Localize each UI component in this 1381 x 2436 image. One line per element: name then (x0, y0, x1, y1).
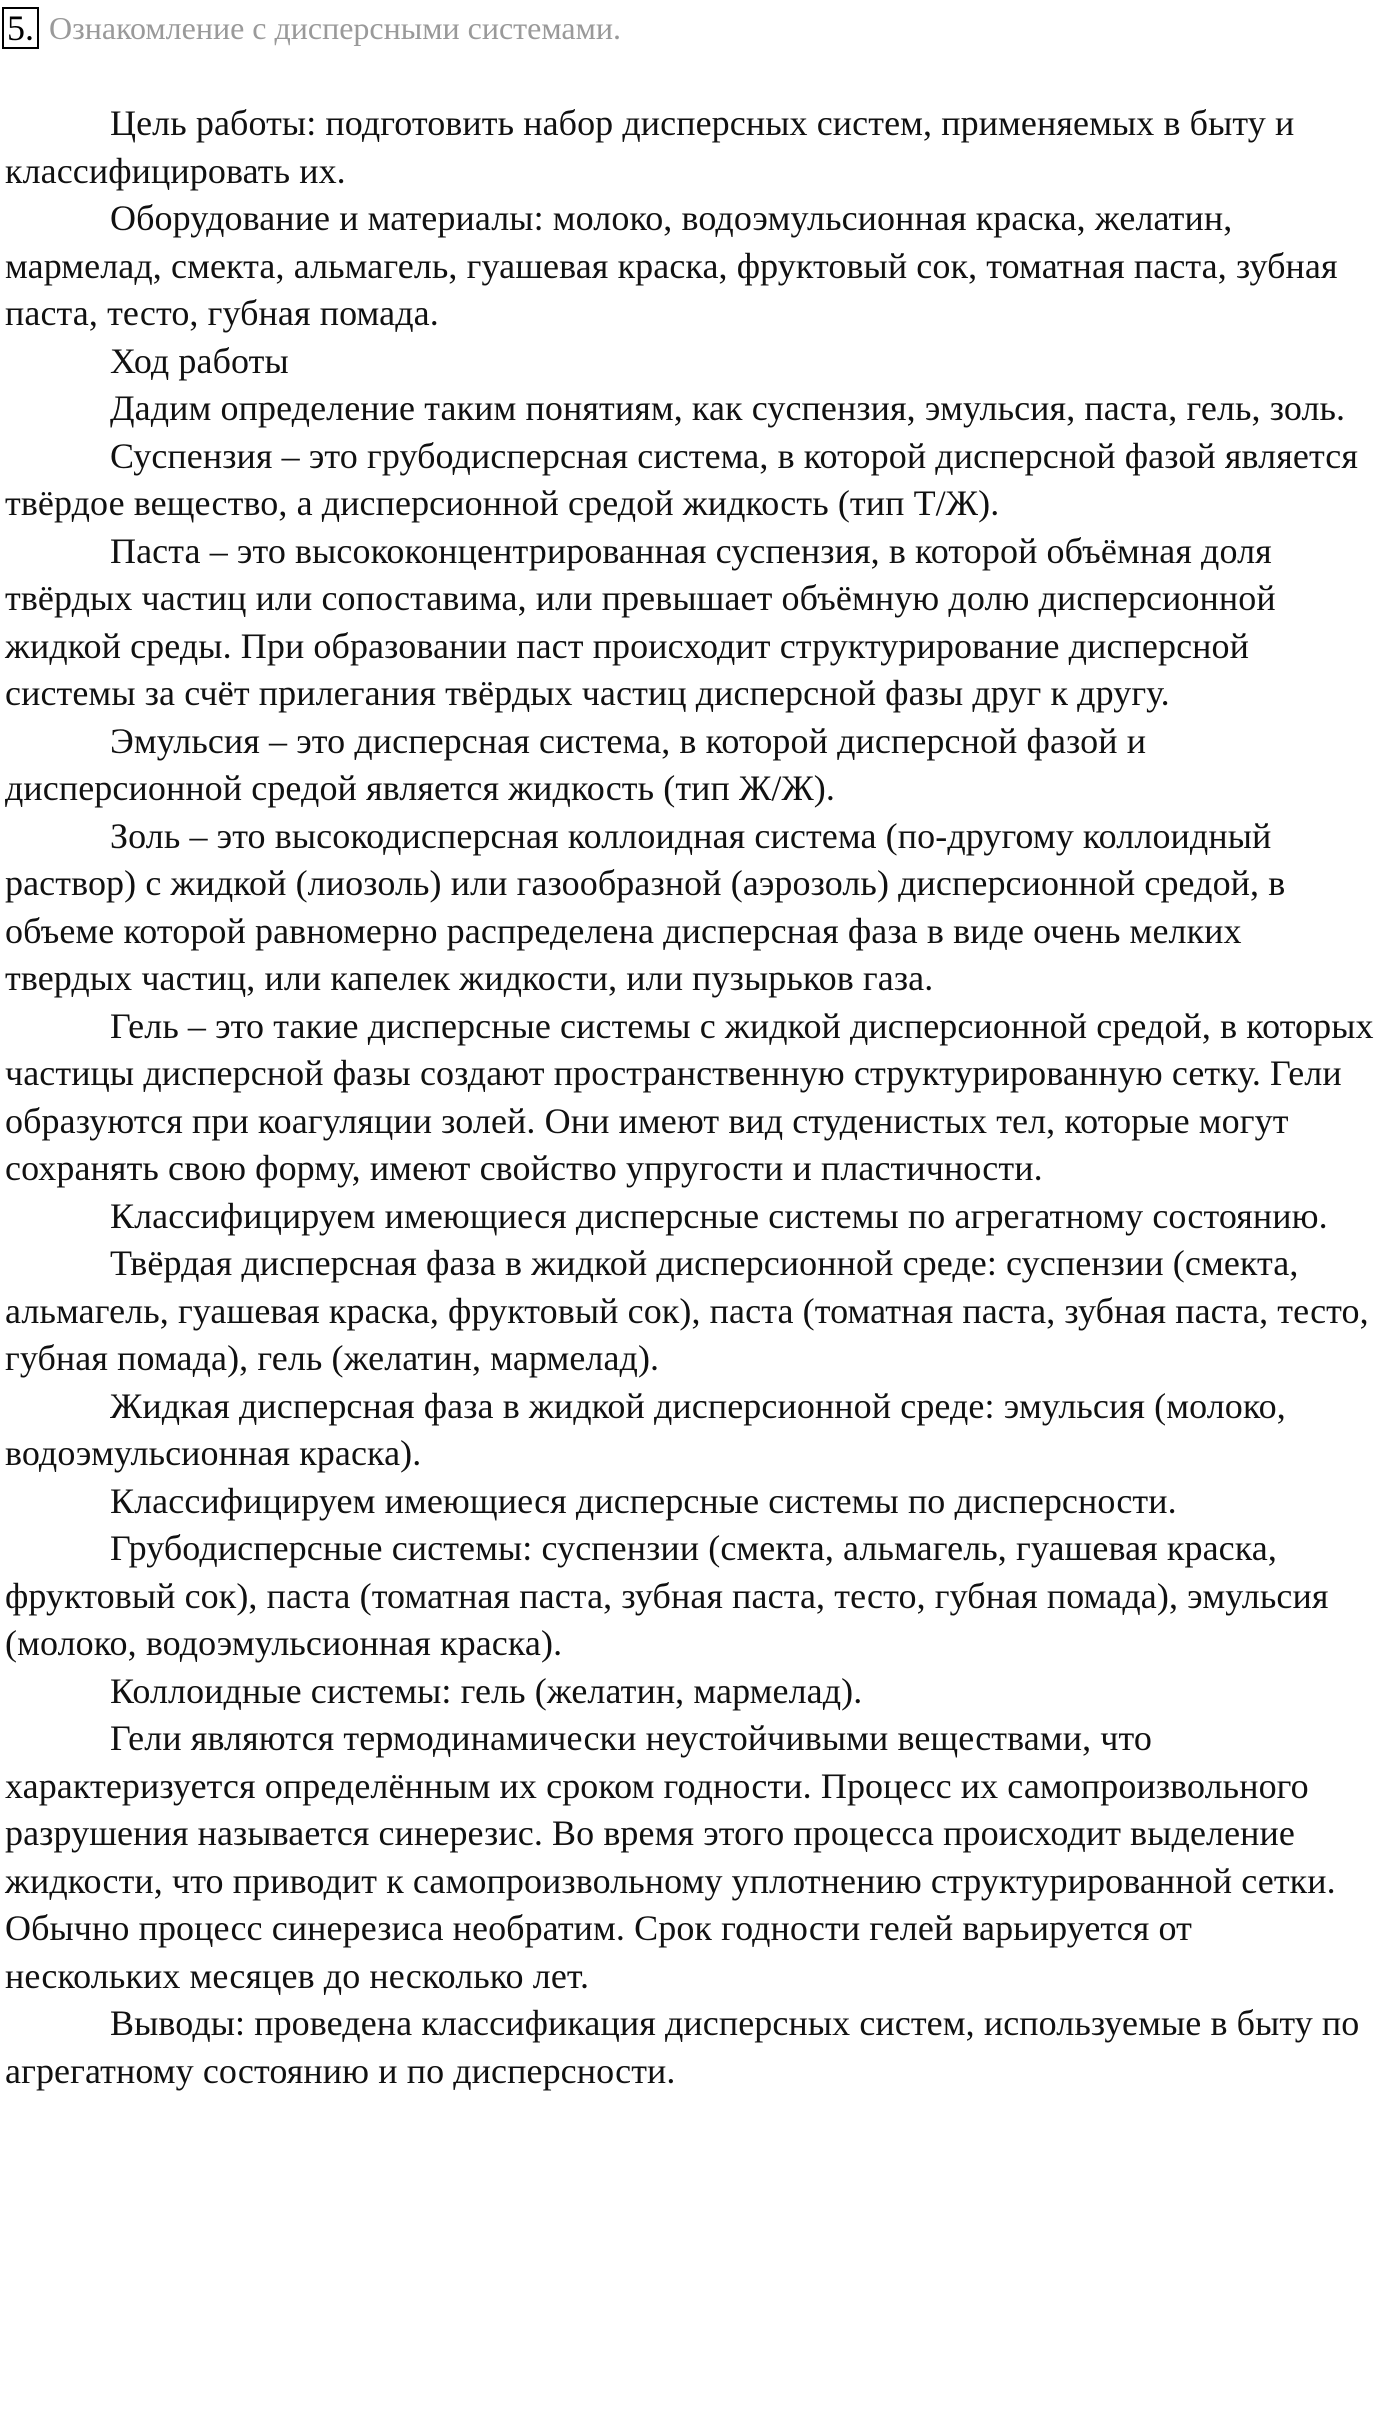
paragraph-solid-phase: Твёрдая дисперсная фаза в жидкой дисперсионной среде: суспензии (смекта, альмагель, гуашевая краска, фруктовый сок), паста (томатная паста, зубная паста, тесто, губная помада), гель (желатин, мармелад). (5, 1243, 1369, 1378)
paragraph-syneresis: Гели являются термодинамически неустойчивыми веществами, что характеризуется определённым их сроком годности. Процесс их самопроизвольного разрушения называется синерезис. Во время этого процесса происходит выделение жидкости, что приводит к самопроизвольному уплотнению структурированной сетки. Обычно процесс синерезиса необратим. Срок годности гелей варьируется от нескольких месяцев до несколько лет. (5, 1718, 1336, 1996)
paragraph-paste: Паста – это высококонцентрированная суспензия, в которой объёмная доля твёрдых частиц или сопоставима, или превышает объёмную долю дисперсионной жидкой среды. При образовании паст происходит структурирование дисперсной системы за счёт прилегания твёрдых частиц дисперсной фазы друг к другу. (5, 530, 1276, 713)
paragraph-colloid-systems: Коллоидные системы: гель (желатин, мармелад). (110, 1670, 863, 1711)
paragraph-procedure-heading: Ход работы (110, 340, 289, 381)
paragraph-emulsion: Эмульсия – это дисперсная система, в которой дисперсной фазой и дисперсионной средой является жидкость (тип Ж/Ж). (5, 720, 1147, 808)
paragraph-equipment: Оборудование и материалы: молоко, водоэмульсионная краска, желатин, мармелад, смекта, альмагель, гуашевая краска, фруктовый сок, томатная паста, зубная паста, тесто, губная помада. (5, 198, 1338, 333)
paragraph-definitions-intro: Дадим определение таким понятиям, как суспензия, эмульсия, паста, гель, золь. (110, 388, 1346, 428)
paragraph-suspension: Суспензия – это грубодисперсная система, в которой дисперсной фазой является твёрдое вещество, а дисперсионной средой жидкость (тип Т/Ж). (5, 435, 1358, 523)
paragraph-classify-dispersity: Классифицируем имеющиеся дисперсные системы по дисперсности. (110, 1480, 1177, 1521)
task-header (2, 6, 621, 50)
paragraph-coarse-systems: Грубодисперсные системы: суспензии (смекта, альмагель, гуашевая краска, фруктовый сок), паста (томатная паста, зубная паста, тесто, губная помада), эмульсия (молоко, водоэмульсионная краска). (5, 1528, 1329, 1663)
document-body (5, 100, 1375, 2095)
task-title: Ознакомление с дисперсными системами. (49, 9, 621, 46)
paragraph-conclusions: Выводы: проведена классификация дисперсных систем, используемые в быту по агрегатному состоянию и по дисперсности. (5, 2003, 1360, 2091)
paragraph-goal: Цель работы: подготовить набор дисперсных систем, применяемых в быту и классифицировать их. (5, 103, 1295, 191)
paragraph-liquid-phase: Жидкая дисперсная фаза в жидкой дисперсионной среде: эмульсия (молоко, водоэмульсионная краска). (5, 1385, 1286, 1473)
paragraph-classify-state: Классифицируем имеющиеся дисперсные системы по агрегатному состоянию. (110, 1195, 1328, 1236)
paragraph-sol: Золь – это высокодисперсная коллоидная система (по-другому коллоидный раствор) с жидкой (лиозоль) или газообразной (аэрозоль) дисперсионной средой, в объеме которой равномерно распределена дисперсная фаза в виде очень мелких твердых частиц, или капелек жидкости, или пузырьков газа. (5, 815, 1286, 998)
paragraph-gel: Гель – это такие дисперсные системы с жидкой дисперсионной средой, в которых частицы дисперсной фазы создают пространственную структурированную сетку. Гели образуются при коагуляции золей. Они имеют вид студенистых тел, которые могут сохранять свою форму, имеют свойство упругости и пластичности. (5, 1005, 1374, 1188)
task-number-badge: 5. (2, 7, 39, 49)
